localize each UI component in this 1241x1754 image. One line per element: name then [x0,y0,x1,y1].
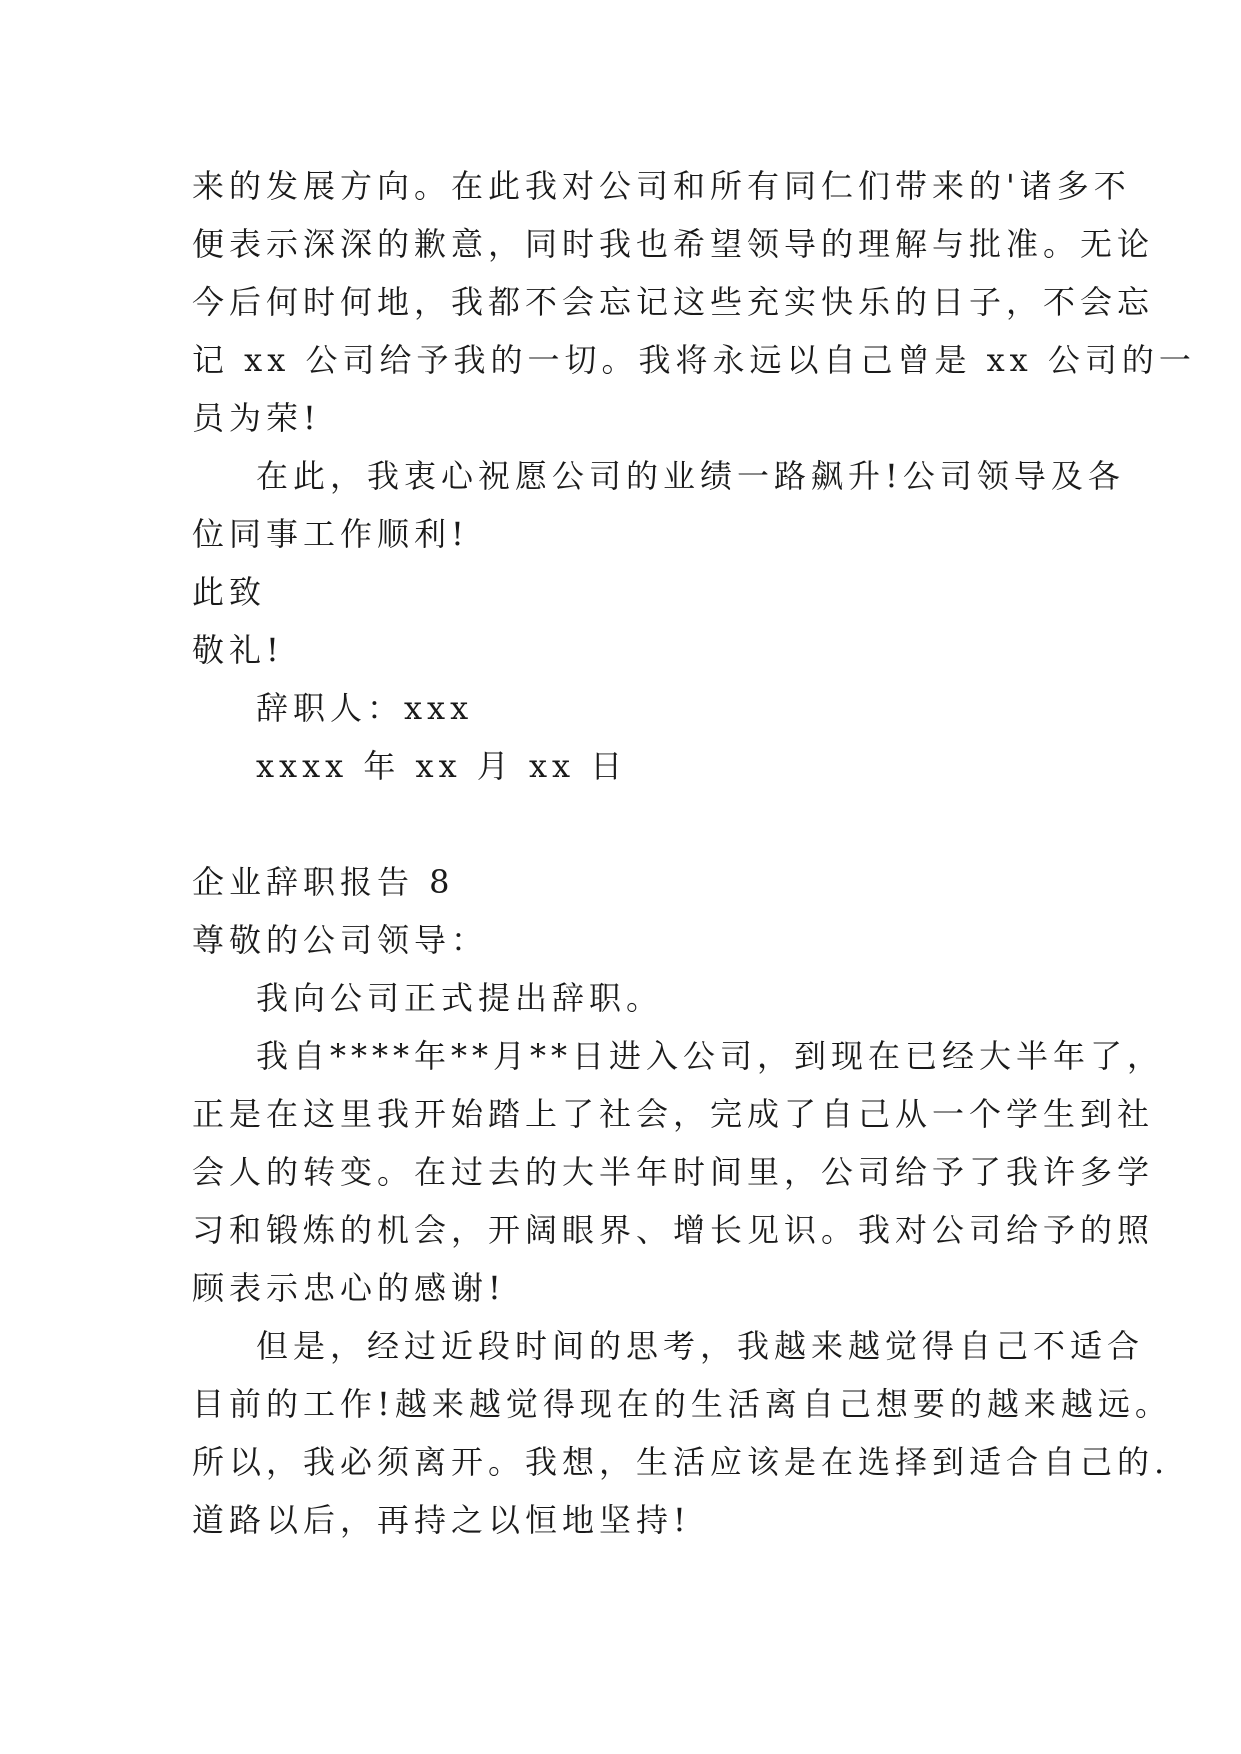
paragraph-line: 但是，经过近段时间的思考，我越来越觉得自己不适合 [256,1327,1145,1365]
paragraph-line: 位同事工作顺利! [192,515,469,553]
paragraph-line: 来的发展方向。在此我对公司和所有同仁们带来的'诸多不 [192,167,1131,205]
paragraph-line: 习和锻炼的机会，开阔眼界、增长见识。我对公司给予的照 [192,1211,1155,1249]
paragraph-line: 在此，我衷心祝愿公司的业绩一路飙升!公司领导及各 [256,457,1125,495]
closing-regards: 敬礼! [192,631,284,669]
section-title: 企业辞职报告 8 [192,863,455,901]
paragraph-line: 会人的转变。在过去的大半年时间里，公司给予了我许多学 [192,1153,1155,1191]
paragraph-line: 顾表示忠心的感谢! [192,1269,506,1307]
paragraph-line: 目前的工作!越来越觉得现在的生活离自己想要的越来越远。 [192,1385,1172,1423]
signature-name: 辞职人：xxx [256,689,474,727]
paragraph-line: 我自****年**月**日进入公司，到现在已经大半年了， [256,1037,1165,1075]
paragraph-line: 员为荣! [192,399,321,437]
paragraph-line: 道路以后，再持之以恒地坚持! [192,1501,691,1539]
signature-date: xxxx 年 xx 月 xx 日 [256,747,628,785]
paragraph-line: 今后何时何地，我都不会忘记这些充实快乐的日子，不会忘 [192,283,1155,321]
paragraph-line: 所以，我必须离开。我想，生活应该是在选择到适合自己的. [192,1443,1170,1481]
paragraph-line: 记 xx 公司给予我的一切。我将永远以自己曾是 xx 公司的一 [192,341,1196,379]
paragraph-line: 我向公司正式提出辞职。 [256,979,664,1017]
paragraph-line: 正是在这里我开始踏上了社会，完成了自己从一个学生到社 [192,1095,1155,1133]
paragraph-line: 便表示深深的歉意，同时我也希望领导的理解与批准。无论 [192,225,1155,263]
greeting: 尊敬的公司领导： [192,921,489,959]
closing-salutation: 此致 [192,573,267,611]
